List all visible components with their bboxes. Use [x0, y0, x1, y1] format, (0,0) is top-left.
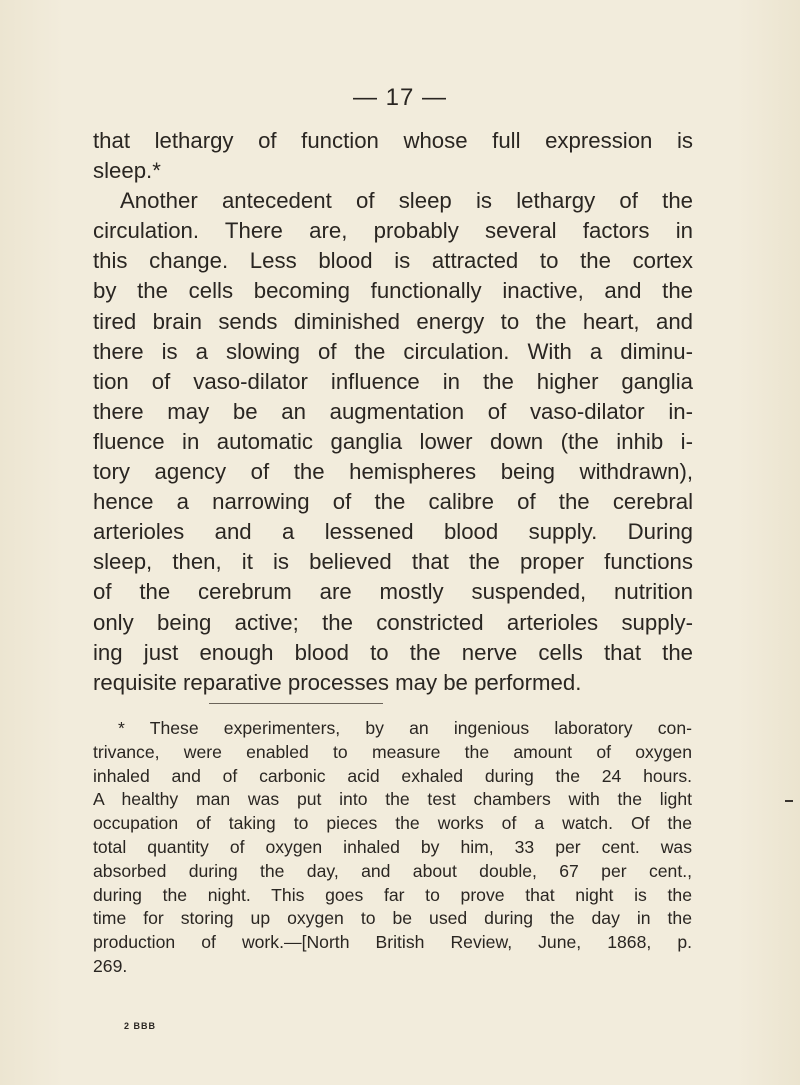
text-line: ing just enough blood to the nerve cells that the — [93, 639, 693, 665]
footnote-line: trivance, were enabled to measure the amount of oxygen — [93, 741, 692, 762]
footnote — [93, 717, 692, 979]
text-line: sleep, then, it is believed that the proper functions — [93, 549, 693, 575]
text-line: there may be an augmentation of vaso-dilator in- — [93, 398, 693, 424]
footnote-line: occupation of taking to pieces the works of a watch. Of the — [93, 813, 692, 834]
text-line: of the cerebrum are mostly suspended, nutrition — [93, 579, 693, 605]
text-line: sleep.* — [93, 158, 161, 184]
footnote-line: during the night. This goes far to prove that night is the — [93, 884, 692, 905]
margin-mark — [785, 800, 793, 802]
footnote-line: time for storing up oxygen to be used during the day in the — [93, 908, 692, 929]
text-line: that lethargy of function whose full expression is — [93, 128, 693, 153]
text-line: requisite reparative processes may be performed. — [93, 669, 582, 695]
footnote-line: inhaled and of carbonic acid exhaled during the 24 hours. — [93, 765, 692, 786]
text-line: Another antecedent of sleep is lethargy of the — [120, 188, 693, 214]
text-line: tired brain sends diminished energy to the heart, and — [93, 308, 693, 334]
text-line: tion of vaso-dilator influence in the higher ganglia — [93, 368, 693, 394]
page-number: — 17 — — [352, 84, 448, 111]
text-line: fluence in automatic ganglia lower down (the inhib i- — [93, 428, 693, 454]
footnote-line: 269. — [93, 955, 128, 976]
footnote-line: * These experimenters, by an ingenious laboratory con- — [118, 718, 692, 738]
printer-signature: 2 BBB — [124, 1021, 157, 1031]
footnote-line: production of work.—[North British Review, June, 1868, p. — [93, 932, 692, 953]
main-text — [93, 126, 693, 698]
text-line: there is a slowing of the circulation. With a diminu- — [93, 338, 693, 364]
footnote-line: total quantity of oxygen inhaled by him, 33 per cent. was — [93, 836, 692, 857]
text-line: only being active; the constricted arterioles supply- — [93, 609, 693, 635]
text-line: hence a narrowing of the calibre of the cerebral — [93, 489, 693, 515]
footnote-rule — [209, 703, 383, 704]
text-line: arterioles and a lessened blood supply. During — [93, 519, 693, 545]
footnote-line: A healthy man was put into the test chambers with the light — [93, 789, 692, 810]
footnote-line: absorbed during the day, and about double, 67 per cent., — [93, 860, 692, 881]
text-line: this change. Less blood is attracted to the cortex — [93, 248, 693, 274]
text-line: circulation. There are, probably several factors in — [93, 218, 693, 244]
text-line: by the cells becoming functionally inactive, and the — [93, 278, 693, 304]
text-line: tory agency of the hemispheres being withdrawn), — [93, 459, 693, 485]
